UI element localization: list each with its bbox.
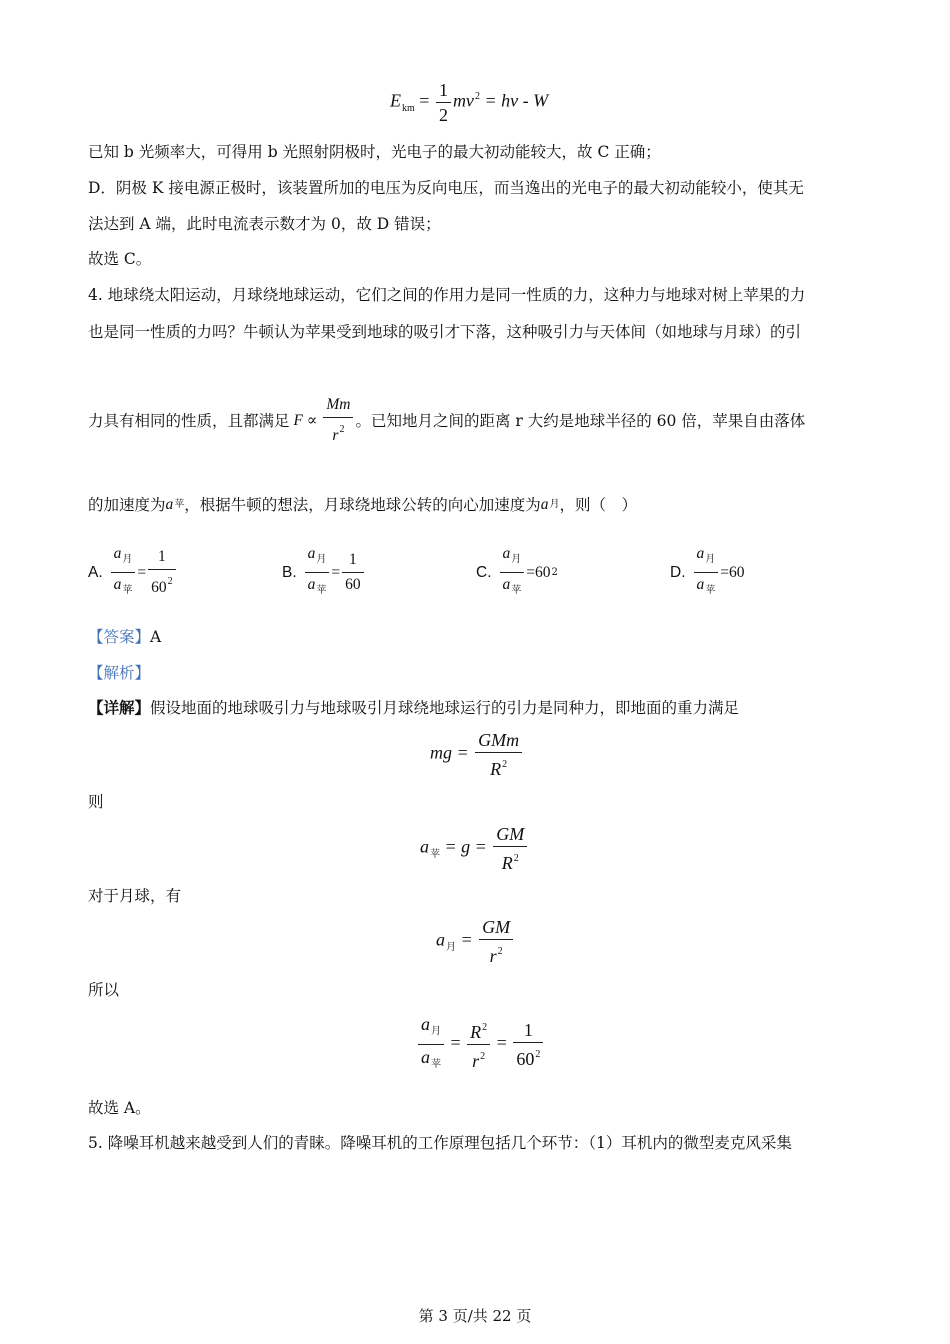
equation-gravity: mg = $\frac{\text{GMm}}{R^2}$ [430,728,524,781]
option-c[interactable]: C. $\frac{a_月}{a_苹}$ = 60 2 [476,542,558,603]
text-line: 法达到 A 端，此时电流表示数才为 0，故 D 错误； [88,215,441,233]
question-4-text: 力具有相同的性质，且都满足 F ∝ $\frac{Mm}{r^2}$ 。已知地月之间的距离 r 大约是地球半径的 60 倍，苹果自由落体 [88,393,805,448]
option-a[interactable]: A. $\frac{a_月}{a_苹}$ = $\frac{1}{60^2}$ [88,542,178,603]
text-line: D．阴极 K 接电源正极时，该装置所加的电压为反向电压，而当逸出的光电子的最大初动能较小，使其无 [88,179,804,197]
equation-moon-acceleration: $a_月$ = $\frac{GM}{r^2}$ [436,915,515,968]
text-line: 故选 C。 [88,250,152,268]
question-4-text: 的加速度为 a 苹 ，根据牛顿的想法，月球绕地球公转的向心加速度为 a 月 ，则（ ） [88,496,638,514]
answer-tag: 【答案】 [88,628,151,646]
text-line: 故选 A。 [88,1099,151,1117]
question-4-text: 4. 地球绕太阳运动，月球绕地球运动，它们之间的作用力是同一性质的力，这种力与地球对树上苹果的力 [88,286,806,304]
text-line: 已知 b 光频率大，可得用 b 光照射阴极时，光电子的最大初动能较大，故 C 正确； [88,143,661,161]
text-line: 所以 [88,981,120,999]
question-4-text: 也是同一性质的力吗？牛顿认为苹果受到地球的吸引才下落，这种吸引力与天体间（如地球与月球）的引 [88,323,802,341]
analysis-tag: 【解析】 [88,664,151,682]
text-line: 对于月球，有 [88,887,182,905]
option-b[interactable]: B. $\frac{a_月}{a_苹}$ = $\frac{1}{60}$ [282,542,366,603]
option-d[interactable]: D. $\frac{a_月}{a_苹}$ = 60 [670,542,745,603]
page-footer: 第 3 页/共 22 页 [418,1307,532,1325]
detail-line: 【详解】假设地面的地球吸引力与地球吸引月球绕地球运行的引力是同种力，即地面的重力满足 [88,698,740,717]
equation-apple-acceleration: $a_苹 = g$ = $\frac{GM}{R^2}$ [420,822,529,875]
question-5-text: 5. 降噪耳机越来越受到人们的青睐。降噪耳机的工作原理包括几个环节：（1）耳机内的微型麦克风采集 [88,1134,792,1152]
answer-value: A [150,628,162,646]
formula-photoelectric: $E_{km}$ = $\frac{1}{2}$ $mv^2 = h\nu - W$ [390,80,549,125]
text-line: 则 [88,793,104,811]
equation-ratio: $\frac{a_月}{a_苹}$ = $\frac{R^2}{r^2}$ = $\frac{1}{60^2}$ [416,1012,545,1077]
answer-line [88,627,161,647]
